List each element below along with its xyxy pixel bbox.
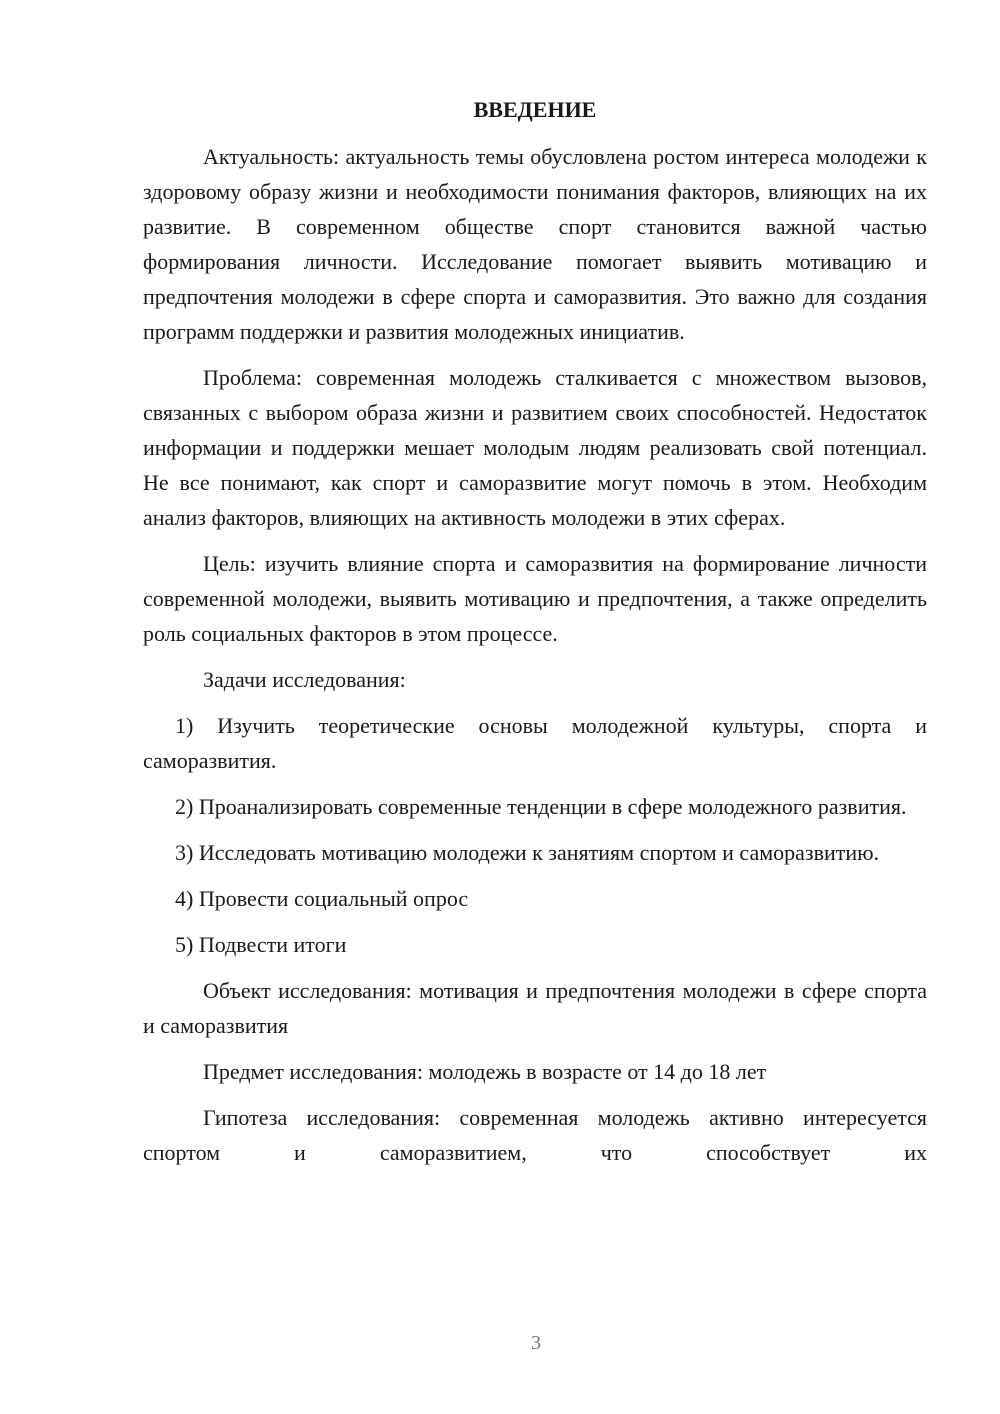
- paragraph-relevance: Актуальность: актуальность темы обусловлена ростом интереса молодежи к здоровому образу жизни и необходимости понимания факторов, влияющих на их развитие. В современном обществе спорт становится важной частью формирования личности. Исследование помогает выявить мотивацию и предпочтения молодежи в сфере спорта и саморазвития. Это важно для создания программ поддержки и развития молодежных инициатив.: [143, 144, 927, 344]
- task-item: 2) Проанализировать современные тенденции в сфере молодежного развития.: [175, 794, 907, 819]
- page-title: ВВЕДЕНИЕ: [473, 97, 597, 122]
- paragraph-goal: Цель: изучить влияние спорта и саморазвития на формирование личности современной молодежи, выявить мотивацию и предпочтения, а также определить роль социальных факторов в этом процессе.: [143, 551, 927, 646]
- page-number: 3: [531, 1332, 541, 1354]
- page-body: [143, 95, 927, 1181]
- task-item: 1) Изучить теоретические основы молодежной культуры, спорта и саморазвития.: [143, 713, 927, 773]
- task-item: 3) Исследовать мотивацию молодежи к занятиям спортом и саморазвитию.: [175, 840, 880, 865]
- task-item: 5) Подвести итоги: [175, 932, 347, 957]
- paragraph-hypothesis: Гипотеза исследования: современная молодежь активно интересуется спортом и саморазвитием, что способствует их: [143, 1105, 927, 1165]
- paragraph-subject: Предмет исследования: молодежь в возрасте от 14 до 18 лет: [203, 1059, 767, 1084]
- paragraph-tasks-heading: Задачи исследования:: [203, 667, 406, 692]
- task-item: 4) Провести социальный опрос: [175, 886, 469, 911]
- paragraph-problem: Проблема: современная молодежь сталкивается с множеством вызовов, связанных с выбором образа жизни и развитием своих способностей. Недостаток информации и поддержки мешает молодым людям реализовать свой потенциал. Не все понимают, как спорт и саморазвитие могут помочь в этом. Необходим анализ факторов, влияющих на активность молодежи в этих сферах.: [143, 365, 927, 530]
- paragraph-object: Объект исследования: мотивация и предпочтения молодежи в сфере спорта и саморазвития: [143, 978, 927, 1038]
